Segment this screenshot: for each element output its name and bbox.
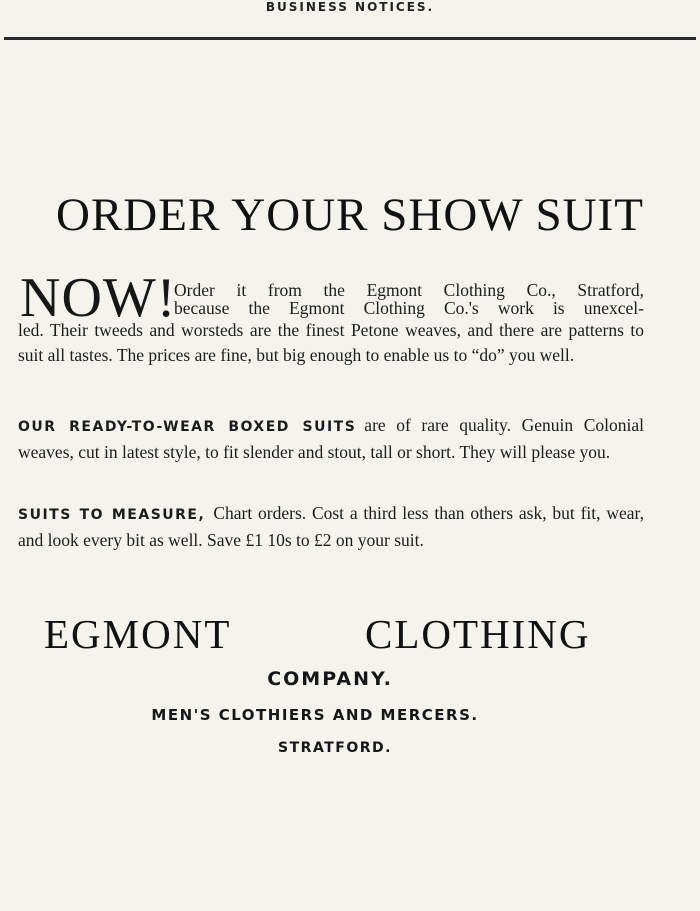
measure-text: Chart orders. Cost a third less than others ask, but fit, wear, and look every bit as well. Save £1 10s to £2 on your suit. [18, 503, 645, 550]
intro-paragraph: led. Their tweeds and worsteds are the finest Petone weaves, and there are patterns to suit all tastes. The prices are fine, but big enough to enable us to “do” you well. [18, 320, 644, 365]
town-line: STRATFORD. [278, 740, 392, 756]
header-rule [4, 37, 696, 40]
headline: ORDER YOUR SHOW SUIT [56, 189, 644, 241]
company-name-right: CLOTHING [365, 611, 591, 657]
intro-line-2: because the Egmont Clothing Co.'s work is unexcel- [174, 298, 644, 318]
company-name-left: EGMONT [44, 611, 232, 657]
measure-paragraph [18, 501, 644, 552]
intro-line-1: Order it from the Egmont Clothing Co., Stratford, [174, 280, 644, 300]
ready-to-wear-paragraph [18, 413, 644, 464]
company-label: COMPANY. [267, 668, 393, 690]
trade-line: MEN'S CLOTHIERS AND MERCERS. [151, 706, 479, 724]
ready-to-wear-text: are of rare quality. Genuin Colonial weaves, cut in latest style, to fit slender and stout, tall or short. They will please you. [18, 415, 645, 462]
ready-to-wear-caps: OUR READY-TO-WEAR BOXED SUITS [18, 419, 357, 435]
lead-word: NOW! [20, 267, 177, 329]
measure-caps: SUITS TO MEASURE, [18, 507, 206, 523]
section-header: BUSINESS NOTICES. [265, 0, 435, 14]
